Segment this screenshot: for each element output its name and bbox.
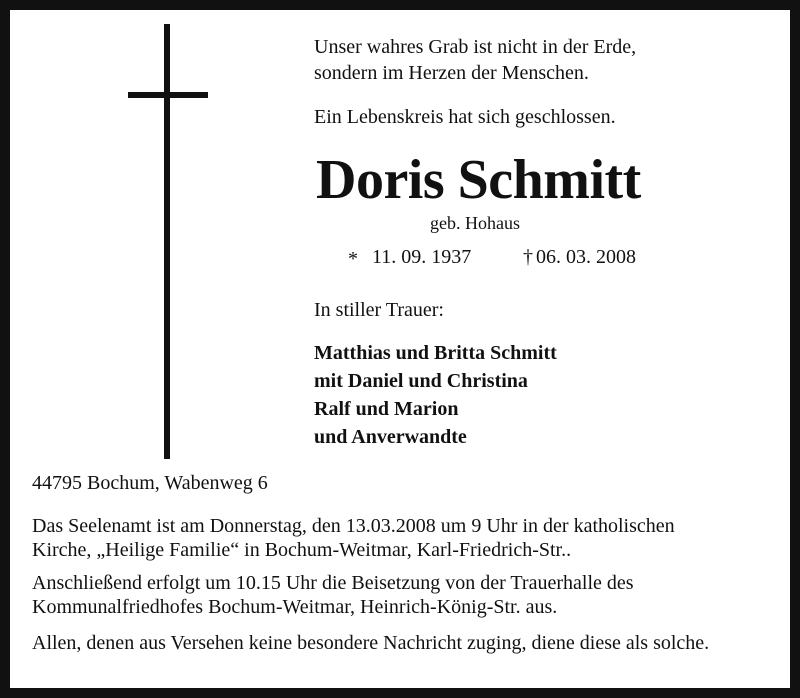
mourner-line: Ralf und Marion [314,398,459,420]
cross-icon-beam [128,92,208,98]
address: 44795 Bochum, Wabenweg 6 [32,472,268,494]
cross-icon [164,24,170,459]
deceased-name: Doris Schmitt [316,149,641,211]
circle-line: Ein Lebenskreis hat sich geschlossen. [314,106,616,128]
birth-symbol: * [348,248,358,270]
beisetzung-line-1: Anschließend erfolgt um 10.15 Uhr die Beisetzung von der Trauerhalle des [32,572,634,594]
seelenamt-line-2: Kirche, „Heilige Familie“ in Bochum-Weitmar, Karl-Friedrich-Str.. [32,539,572,561]
mourner-line: mit Daniel und Christina [314,370,528,392]
mourner-line: Matthias und Britta Schmitt [314,342,557,364]
mourner-line: und Anverwandte [314,426,467,448]
closing-line: Allen, denen aus Versehen keine besondere Nachricht zuging, diene diese als solche. [32,632,710,654]
beisetzung-line-2: Kommunalfriedhofes Bochum-Weitmar, Heinrich-König-Str. aus. [32,596,558,618]
death-date: 06. 03. 2008 [536,246,636,268]
birth-name: geb. Hohaus [430,213,520,233]
seelenamt-line-1: Das Seelenamt ist am Donnerstag, den 13.03.2008 um 9 Uhr in der katholischen [32,515,675,537]
quote-line-2: sondern im Herzen der Menschen. [314,62,589,84]
mourning-heading: In stiller Trauer: [314,299,444,321]
quote-line-1: Unser wahres Grab ist nicht in der Erde, [314,36,637,58]
death-symbol: † [523,246,533,268]
birth-date: 11. 09. 1937 [372,246,472,268]
